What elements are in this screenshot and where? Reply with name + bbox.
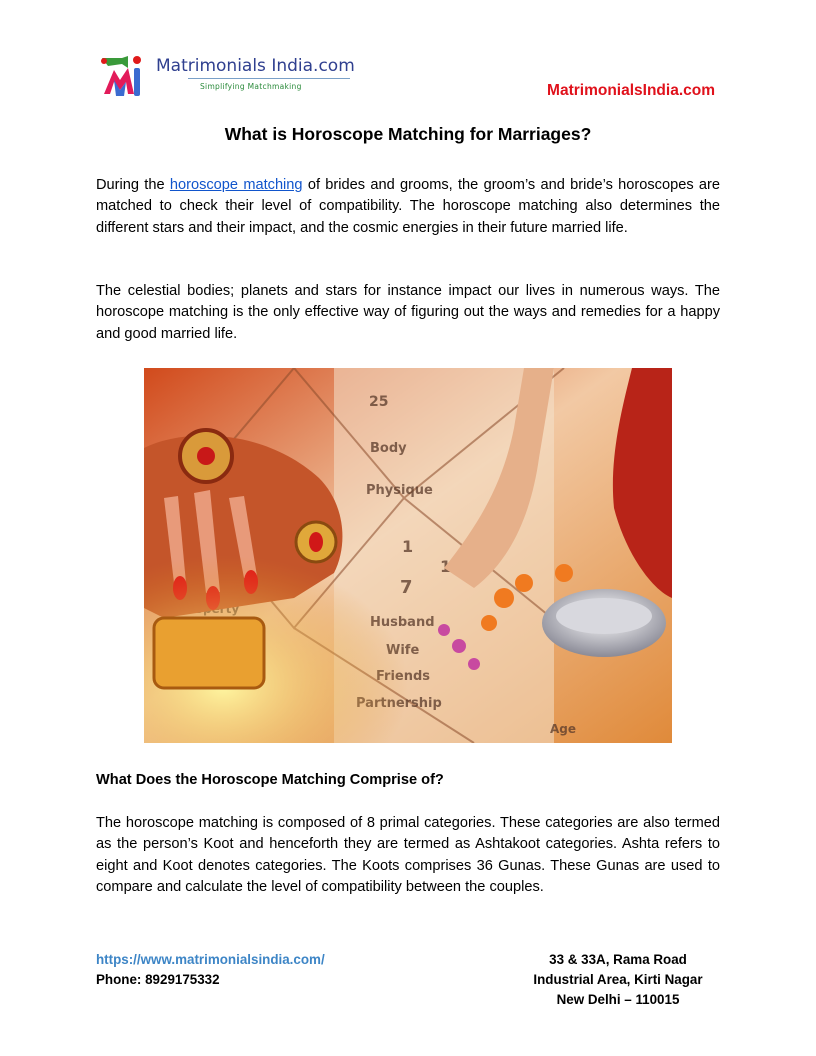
intro-text-before-link: During the (96, 177, 170, 193)
logo-underline (188, 78, 350, 79)
logo (98, 50, 368, 100)
horoscope-matching-link[interactable]: horoscope matching (169, 177, 303, 193)
logo-tagline: Simplifying Matchmaking (200, 82, 302, 91)
logo-brand-text: Matrimonials India.com (156, 56, 355, 76)
section-heading: What Does the Horoscope Matching Comprise of? (96, 772, 444, 788)
address-line-1: 33 & 33A, Rama Road (549, 952, 687, 967)
footer-address (518, 950, 718, 1010)
footer-contact (96, 950, 325, 990)
footer-phone: Phone: 8929175332 (96, 972, 220, 987)
section-body: The horoscope matching is composed of 8 primal categories. These categories are also termed as the person’s Koot and henceforth they are termed as Ashtakoot categories. Ashta refers to eight and Koot denotes categories. The Koots comprises 36 Gunas. These Gunas are used to compare and calculate the level of compatibility between the couples. (96, 815, 720, 895)
footer-url-link[interactable]: https://www.matrimonialsindia.com/ (96, 952, 325, 967)
page-title: What is Horoscope Matching for Marriages? (224, 124, 592, 144)
intro-paragraph-2: The celestial bodies; planets and stars for instance impact our lives in numerous ways. The horoscope matching is the only effective way of figuring out the ways and remedies for a happy and good married life. (96, 283, 720, 342)
logo-icon (98, 50, 150, 100)
address-line-2: Industrial Area, Kirti Nagar (533, 972, 703, 987)
intro-paragraph-1 (96, 175, 720, 239)
horoscope-matching-photo (144, 368, 672, 743)
intro-text-after-link: of brides and grooms, the groom’s and bride’s horoscopes are matched to check their level of compatibility. The horoscope matching also determines the different stars and their impact, and the cosmic energies in their future married life. (96, 177, 721, 236)
brand-name: MatrimonialsIndia.com (547, 82, 715, 99)
address-line-3: New Delhi – 110015 (556, 992, 680, 1007)
